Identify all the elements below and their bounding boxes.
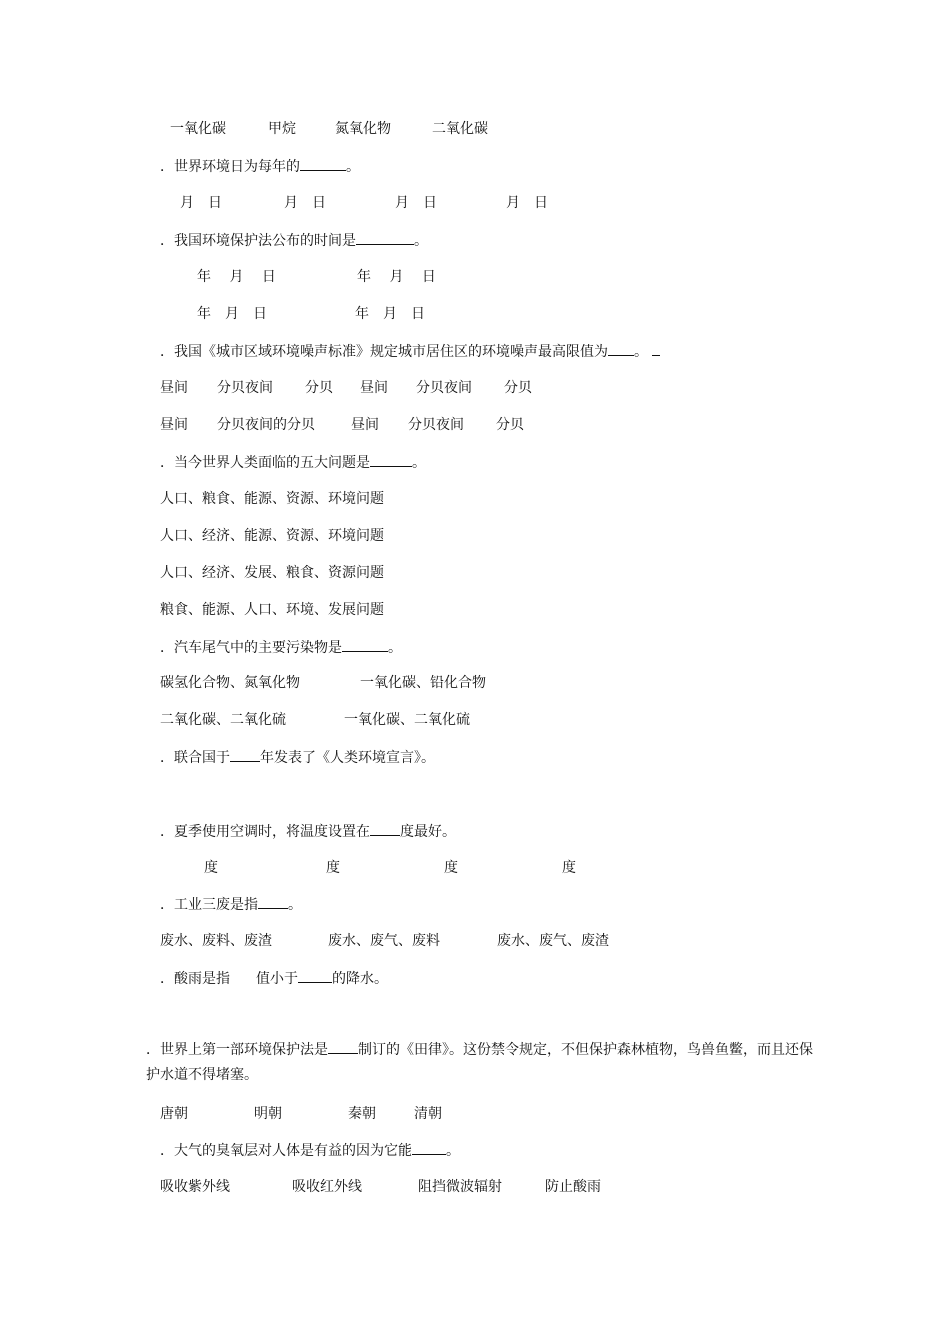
answer-blank xyxy=(608,342,634,356)
q5-stem: ．汽车尾气中的主要污染物是 。 xyxy=(160,640,402,656)
q1-option-a: 月 日 xyxy=(180,195,222,211)
answer-blank xyxy=(328,1040,358,1054)
q9-stem: ．酸雨是指 值小于 的降水。 xyxy=(160,971,388,987)
q7-stem: ．夏季使用空调时，将温度设置在 度最好。 xyxy=(160,824,456,840)
q0-option-d: 二氧化碳 xyxy=(432,121,488,137)
q6-stem: ．联合国于 年发表了《人类环境宣言》。 xyxy=(160,750,435,766)
answer-blank xyxy=(298,969,332,983)
q2-stem: ．我国环境保护法公布的时间是 。 xyxy=(160,233,428,249)
q0-option-b: 甲烷 xyxy=(268,121,296,137)
q2-option-a: 年 月 日 xyxy=(197,269,276,285)
answer-blank xyxy=(412,1141,446,1155)
q1-option-d: 月 日 xyxy=(506,195,548,211)
q1-option-b: 月 日 xyxy=(284,195,326,211)
answer-blank xyxy=(342,638,388,652)
answer-blank xyxy=(370,453,412,467)
q4-option-d: 粮食、能源、人口、环境、发展问题 xyxy=(160,602,384,618)
answer-blank xyxy=(356,231,414,245)
q2-option-b: 年 月 日 xyxy=(357,269,436,285)
q4-stem: ．当今世界人类面临的五大问题是 。 xyxy=(160,455,426,471)
answer-blank-mark xyxy=(652,342,660,356)
answer-blank xyxy=(230,748,260,762)
answer-blank xyxy=(300,157,346,171)
answer-blank xyxy=(258,895,288,909)
q2-option-c: 年 月 日 xyxy=(197,306,267,322)
q8-stem: ．工业三废是指 。 xyxy=(160,897,302,913)
q4-option-a: 人口、粮食、能源、资源、环境问题 xyxy=(160,491,384,507)
q0-option-c: 氮氧化物 xyxy=(335,121,391,137)
q4-option-c: 人口、经济、发展、粮食、资源问题 xyxy=(160,565,384,581)
q1-stem: ．世界环境日为每年的 。 xyxy=(160,159,360,175)
q4-option-b: 人口、经济、能源、资源、环境问题 xyxy=(160,528,384,544)
q11-stem: ．大气的臭氧层对人体是有益的因为它能 。 xyxy=(160,1143,460,1159)
q3-stem: ．我国《城市区域环境噪声标准》规定城市居住区的环境噪声最高限值为 。 xyxy=(160,342,660,361)
exam-page: 一氧化碳 甲烷 氮氧化物 二氧化碳 ．世界环境日为每年的 。 月 日 月 日 月 日 月 日 ．我国环境保护法公布的时间是 。 年 月 日 年 月 日 年 月 日 年 月 日 ．我国《城市区域环境噪声标准》规定城市居住区的环境噪声最高限值为 。 昼间 分贝夜间 分贝 昼间 分贝夜间 分贝 昼间 分贝夜间的分贝 昼间 分贝夜间 分贝 ．当今世界人类面临的五大问题是 。 人口、粮食、能源、资源、环境问题 人口、经济、能源、资源、环境问题 人口、经济、发展、粮食、资源问题 粮食、能源、人口、环境、发展问题 ．汽车尾气中的主要污染物是 。 碳氢化合物、氮氧化物 一氧化碳、铅化合物 二氧化碳、二氧化硫 一氧化碳、二氧化硫 ．联合国于 年发表了《人类环境宣言》。 ．夏季使用空调时，将温度设置在 度最好。 度 度 度 度 ．工业三废是指 。 废水、废料、废渣 废水、废气、废料 废水、废气、废渣 ．酸雨是指 值小于 的降水。 ．世界上第一部环境保护法是 制订的《田律》。这份禁令规定，不但保护森林植物，鸟兽鱼鳖，而且还保护水道不得堵塞。 唐朝 明朝 秦朝 清朝 ．大气的臭氧层对人体是有益的因为它能 。 吸收紫外线 吸收红外线 阻挡微波辐射 防止酸雨 xyxy=(0,0,950,1344)
q1-option-c: 月 日 xyxy=(395,195,437,211)
q2-option-d: 年 月 日 xyxy=(355,306,425,322)
q10-stem: ．世界上第一部环境保护法是 制订的《田律》。这份禁令规定，不但保护森林植物，鸟兽鱼鳖，而且还保护水道不得堵塞。 xyxy=(146,1042,813,1083)
q0-option-a: 一氧化碳 xyxy=(170,121,226,137)
answer-blank xyxy=(370,822,400,836)
